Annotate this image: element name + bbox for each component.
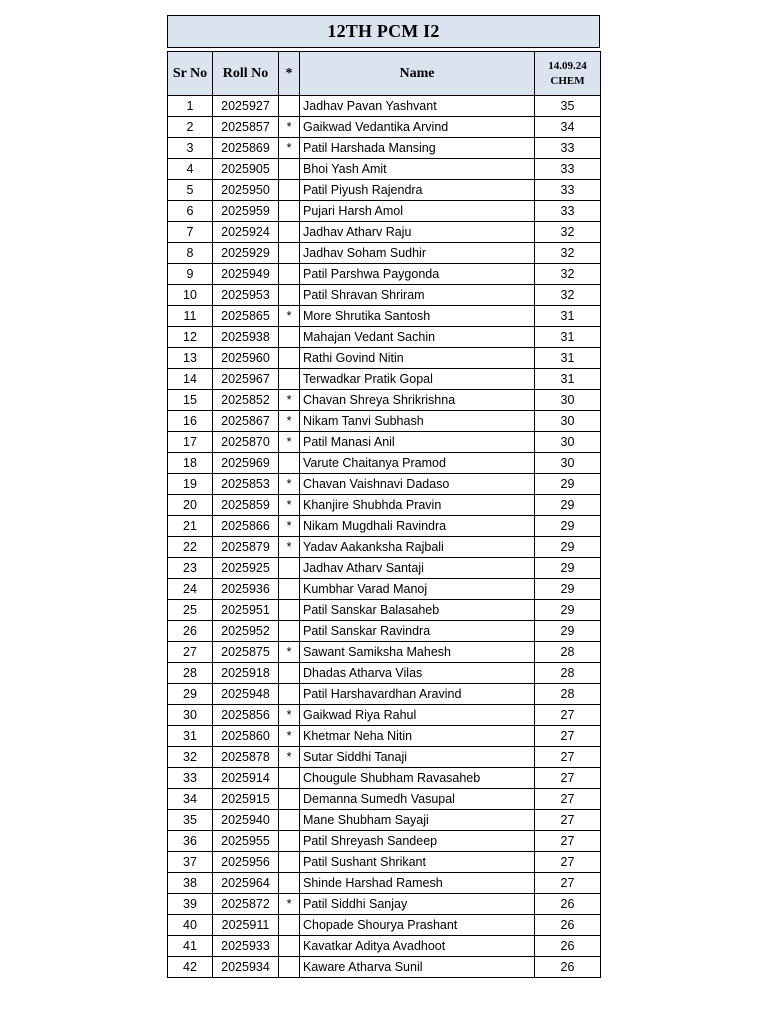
table-row [168, 432, 601, 453]
cell-sr-no: 3 [168, 138, 213, 159]
cell-star-mark: * [279, 306, 300, 327]
cell-name: Jadhav Soham Sudhir [300, 243, 535, 264]
cell-score: 27 [535, 810, 601, 831]
cell-score: 29 [535, 558, 601, 579]
table-row [168, 747, 601, 768]
header-row [168, 52, 601, 96]
cell-roll-no: 2025875 [213, 642, 279, 663]
cell-name: Mahajan Vedant Sachin [300, 327, 535, 348]
cell-sr-no: 27 [168, 642, 213, 663]
cell-sr-no: 13 [168, 348, 213, 369]
cell-name: Jadhav Atharv Raju [300, 222, 535, 243]
cell-roll-no: 2025915 [213, 789, 279, 810]
cell-score: 32 [535, 264, 601, 285]
cell-sr-no: 21 [168, 516, 213, 537]
table-row [168, 222, 601, 243]
cell-sr-no: 29 [168, 684, 213, 705]
cell-star-mark [279, 369, 300, 390]
cell-score: 27 [535, 705, 601, 726]
table-row [168, 327, 601, 348]
cell-sr-no: 22 [168, 537, 213, 558]
results-table [167, 51, 601, 978]
header-star: * [279, 52, 300, 96]
cell-roll-no: 2025929 [213, 243, 279, 264]
cell-score: 29 [535, 474, 601, 495]
cell-star-mark: * [279, 747, 300, 768]
cell-star-mark [279, 453, 300, 474]
cell-name: Nikam Tanvi Subhash [300, 411, 535, 432]
cell-star-mark: * [279, 516, 300, 537]
cell-roll-no: 2025952 [213, 621, 279, 642]
cell-sr-no: 36 [168, 831, 213, 852]
cell-sr-no: 18 [168, 453, 213, 474]
table-row [168, 243, 601, 264]
table-row [168, 306, 601, 327]
cell-sr-no: 15 [168, 390, 213, 411]
cell-star-mark [279, 558, 300, 579]
cell-star-mark [279, 243, 300, 264]
cell-sr-no: 5 [168, 180, 213, 201]
cell-score: 32 [535, 243, 601, 264]
cell-star-mark: * [279, 642, 300, 663]
cell-score: 29 [535, 579, 601, 600]
cell-sr-no: 33 [168, 768, 213, 789]
cell-name: Terwadkar Pratik Gopal [300, 369, 535, 390]
cell-name: Patil Shravan Shriram [300, 285, 535, 306]
cell-score: 33 [535, 180, 601, 201]
cell-star-mark [279, 180, 300, 201]
cell-sr-no: 30 [168, 705, 213, 726]
cell-name: Patil Sushant Shrikant [300, 852, 535, 873]
cell-name: Patil Sanskar Balasaheb [300, 600, 535, 621]
table-row [168, 852, 601, 873]
cell-score: 31 [535, 369, 601, 390]
cell-name: Chopade Shourya Prashant [300, 915, 535, 936]
cell-star-mark [279, 684, 300, 705]
cell-roll-no: 2025949 [213, 264, 279, 285]
cell-score: 28 [535, 684, 601, 705]
cell-star-mark [279, 201, 300, 222]
cell-sr-no: 38 [168, 873, 213, 894]
cell-name: Pujari Harsh Amol [300, 201, 535, 222]
cell-sr-no: 25 [168, 600, 213, 621]
cell-score: 29 [535, 600, 601, 621]
cell-name: Jadhav Atharv Santaji [300, 558, 535, 579]
cell-name: Patil Parshwa Paygonda [300, 264, 535, 285]
cell-score: 29 [535, 495, 601, 516]
cell-name: Khanjire Shubhda Pravin [300, 495, 535, 516]
cell-roll-no: 2025878 [213, 747, 279, 768]
cell-star-mark [279, 810, 300, 831]
table-row [168, 537, 601, 558]
cell-sr-no: 6 [168, 201, 213, 222]
cell-name: Patil Manasi Anil [300, 432, 535, 453]
cell-score: 31 [535, 327, 601, 348]
table-row [168, 411, 601, 432]
cell-sr-no: 39 [168, 894, 213, 915]
cell-star-mark: * [279, 432, 300, 453]
table-body [168, 96, 601, 978]
cell-score: 27 [535, 726, 601, 747]
cell-star-mark [279, 789, 300, 810]
cell-roll-no: 2025867 [213, 411, 279, 432]
cell-name: Gaikwad Riya Rahul [300, 705, 535, 726]
cell-roll-no: 2025953 [213, 285, 279, 306]
cell-roll-no: 2025911 [213, 915, 279, 936]
cell-star-mark [279, 264, 300, 285]
cell-name: Sawant Samiksha Mahesh [300, 642, 535, 663]
table-row [168, 96, 601, 117]
cell-sr-no: 1 [168, 96, 213, 117]
cell-star-mark [279, 621, 300, 642]
cell-sr-no: 34 [168, 789, 213, 810]
cell-roll-no: 2025856 [213, 705, 279, 726]
cell-roll-no: 2025933 [213, 936, 279, 957]
cell-roll-no: 2025960 [213, 348, 279, 369]
cell-score: 33 [535, 201, 601, 222]
table-row [168, 285, 601, 306]
header-sr-no: Sr No [168, 52, 213, 96]
cell-score: 31 [535, 348, 601, 369]
cell-star-mark [279, 285, 300, 306]
cell-name: Patil Sanskar Ravindra [300, 621, 535, 642]
cell-roll-no: 2025956 [213, 852, 279, 873]
cell-score: 29 [535, 621, 601, 642]
sheet-title: 12TH PCM I2 [167, 15, 600, 48]
table-row [168, 453, 601, 474]
table-row [168, 915, 601, 936]
cell-star-mark: * [279, 705, 300, 726]
cell-sr-no: 28 [168, 663, 213, 684]
cell-name: Bhoi Yash Amit [300, 159, 535, 180]
cell-name: Patil Harshavardhan Aravind [300, 684, 535, 705]
cell-star-mark [279, 915, 300, 936]
cell-sr-no: 42 [168, 957, 213, 978]
cell-name: Chougule Shubham Ravasaheb [300, 768, 535, 789]
cell-name: Gaikwad Vedantika Arvind [300, 117, 535, 138]
cell-sr-no: 17 [168, 432, 213, 453]
table-row [168, 348, 601, 369]
cell-name: Yadav Aakanksha Rajbali [300, 537, 535, 558]
table-row [168, 726, 601, 747]
table-row [168, 810, 601, 831]
cell-sr-no: 9 [168, 264, 213, 285]
cell-star-mark: * [279, 894, 300, 915]
cell-score: 28 [535, 663, 601, 684]
cell-name: Chavan Shreya Shrikrishna [300, 390, 535, 411]
cell-roll-no: 2025857 [213, 117, 279, 138]
cell-score: 29 [535, 537, 601, 558]
cell-roll-no: 2025869 [213, 138, 279, 159]
cell-star-mark [279, 348, 300, 369]
cell-name: Demanna Sumedh Vasupal [300, 789, 535, 810]
cell-star-mark: * [279, 495, 300, 516]
cell-roll-no: 2025967 [213, 369, 279, 390]
table-row [168, 495, 601, 516]
cell-name: Mane Shubham Sayaji [300, 810, 535, 831]
cell-star-mark [279, 957, 300, 978]
cell-sr-no: 20 [168, 495, 213, 516]
cell-star-mark [279, 327, 300, 348]
cell-star-mark [279, 852, 300, 873]
cell-name: Khetmar Neha Nitin [300, 726, 535, 747]
table-row [168, 642, 601, 663]
cell-score: 26 [535, 915, 601, 936]
table-row [168, 138, 601, 159]
cell-roll-no: 2025870 [213, 432, 279, 453]
cell-roll-no: 2025959 [213, 201, 279, 222]
cell-name: Chavan Vaishnavi Dadaso [300, 474, 535, 495]
cell-sr-no: 41 [168, 936, 213, 957]
table-row [168, 936, 601, 957]
cell-roll-no: 2025905 [213, 159, 279, 180]
cell-sr-no: 14 [168, 369, 213, 390]
cell-star-mark [279, 600, 300, 621]
cell-sr-no: 26 [168, 621, 213, 642]
cell-star-mark [279, 222, 300, 243]
cell-score: 27 [535, 747, 601, 768]
cell-score: 28 [535, 642, 601, 663]
cell-sr-no: 31 [168, 726, 213, 747]
table-row [168, 663, 601, 684]
cell-roll-no: 2025924 [213, 222, 279, 243]
cell-roll-no: 2025950 [213, 180, 279, 201]
cell-roll-no: 2025955 [213, 831, 279, 852]
cell-roll-no: 2025969 [213, 453, 279, 474]
cell-name: Rathi Govind Nitin [300, 348, 535, 369]
header-name: Name [300, 52, 535, 96]
cell-score: 27 [535, 873, 601, 894]
cell-roll-no: 2025914 [213, 768, 279, 789]
table-row [168, 579, 601, 600]
table-row [168, 768, 601, 789]
cell-sr-no: 24 [168, 579, 213, 600]
cell-score: 29 [535, 516, 601, 537]
cell-score: 33 [535, 138, 601, 159]
cell-star-mark: * [279, 537, 300, 558]
table-row [168, 705, 601, 726]
table-row [168, 264, 601, 285]
cell-name: Shinde Harshad Ramesh [300, 873, 535, 894]
cell-sr-no: 4 [168, 159, 213, 180]
cell-name: Nikam Mugdhali Ravindra [300, 516, 535, 537]
cell-sr-no: 23 [168, 558, 213, 579]
cell-roll-no: 2025859 [213, 495, 279, 516]
cell-score: 35 [535, 96, 601, 117]
cell-star-mark [279, 663, 300, 684]
cell-roll-no: 2025936 [213, 579, 279, 600]
cell-sr-no: 8 [168, 243, 213, 264]
table-row [168, 390, 601, 411]
cell-roll-no: 2025860 [213, 726, 279, 747]
cell-roll-no: 2025938 [213, 327, 279, 348]
cell-roll-no: 2025964 [213, 873, 279, 894]
cell-score: 30 [535, 390, 601, 411]
table-row [168, 159, 601, 180]
cell-star-mark [279, 159, 300, 180]
cell-star-mark [279, 96, 300, 117]
table-row [168, 789, 601, 810]
cell-score: 27 [535, 831, 601, 852]
cell-name: Varute Chaitanya Pramod [300, 453, 535, 474]
cell-sr-no: 12 [168, 327, 213, 348]
cell-sr-no: 2 [168, 117, 213, 138]
table-row [168, 894, 601, 915]
header-roll-no: Roll No [213, 52, 279, 96]
header-test-subject: CHEM [550, 74, 585, 87]
header-test [535, 52, 601, 96]
table-row [168, 201, 601, 222]
table-row [168, 516, 601, 537]
cell-sr-no: 16 [168, 411, 213, 432]
cell-score: 26 [535, 936, 601, 957]
cell-name: Patil Piyush Rajendra [300, 180, 535, 201]
cell-star-mark [279, 768, 300, 789]
cell-roll-no: 2025879 [213, 537, 279, 558]
table-row [168, 684, 601, 705]
cell-roll-no: 2025852 [213, 390, 279, 411]
cell-sr-no: 19 [168, 474, 213, 495]
cell-score: 27 [535, 852, 601, 873]
cell-score: 34 [535, 117, 601, 138]
cell-score: 30 [535, 432, 601, 453]
cell-star-mark [279, 936, 300, 957]
cell-star-mark [279, 873, 300, 894]
table-row [168, 600, 601, 621]
table-row [168, 369, 601, 390]
table-row [168, 474, 601, 495]
cell-name: Kavatkar Aditya Avadhoot [300, 936, 535, 957]
cell-score: 32 [535, 222, 601, 243]
cell-name: Kaware Atharva Sunil [300, 957, 535, 978]
cell-score: 31 [535, 306, 601, 327]
table-row [168, 621, 601, 642]
cell-star-mark: * [279, 726, 300, 747]
cell-name: Patil Harshada Mansing [300, 138, 535, 159]
cell-roll-no: 2025865 [213, 306, 279, 327]
cell-score: 26 [535, 957, 601, 978]
table-row [168, 957, 601, 978]
cell-star-mark: * [279, 474, 300, 495]
cell-score: 30 [535, 411, 601, 432]
cell-roll-no: 2025927 [213, 96, 279, 117]
table-row [168, 117, 601, 138]
header-test-date: 14.09.24 [548, 59, 587, 72]
cell-score: 27 [535, 768, 601, 789]
cell-name: Dhadas Atharva Vilas [300, 663, 535, 684]
cell-name: Kumbhar Varad Manoj [300, 579, 535, 600]
cell-name: Patil Siddhi Sanjay [300, 894, 535, 915]
result-sheet [167, 15, 600, 978]
cell-roll-no: 2025934 [213, 957, 279, 978]
cell-roll-no: 2025853 [213, 474, 279, 495]
table-row [168, 831, 601, 852]
cell-sr-no: 32 [168, 747, 213, 768]
cell-score: 27 [535, 789, 601, 810]
cell-sr-no: 10 [168, 285, 213, 306]
cell-score: 26 [535, 894, 601, 915]
cell-roll-no: 2025866 [213, 516, 279, 537]
cell-star-mark: * [279, 411, 300, 432]
cell-star-mark: * [279, 117, 300, 138]
cell-roll-no: 2025925 [213, 558, 279, 579]
cell-sr-no: 40 [168, 915, 213, 936]
cell-sr-no: 7 [168, 222, 213, 243]
cell-star-mark [279, 579, 300, 600]
cell-star-mark: * [279, 138, 300, 159]
cell-roll-no: 2025948 [213, 684, 279, 705]
cell-score: 30 [535, 453, 601, 474]
cell-roll-no: 2025918 [213, 663, 279, 684]
cell-sr-no: 11 [168, 306, 213, 327]
cell-sr-no: 35 [168, 810, 213, 831]
cell-star-mark: * [279, 390, 300, 411]
table-row [168, 873, 601, 894]
table-row [168, 180, 601, 201]
cell-roll-no: 2025940 [213, 810, 279, 831]
cell-roll-no: 2025951 [213, 600, 279, 621]
cell-name: More Shrutika Santosh [300, 306, 535, 327]
cell-star-mark [279, 831, 300, 852]
cell-sr-no: 37 [168, 852, 213, 873]
cell-score: 33 [535, 159, 601, 180]
cell-name: Jadhav Pavan Yashvant [300, 96, 535, 117]
cell-name: Sutar Siddhi Tanaji [300, 747, 535, 768]
cell-roll-no: 2025872 [213, 894, 279, 915]
cell-score: 32 [535, 285, 601, 306]
cell-name: Patil Shreyash Sandeep [300, 831, 535, 852]
table-row [168, 558, 601, 579]
